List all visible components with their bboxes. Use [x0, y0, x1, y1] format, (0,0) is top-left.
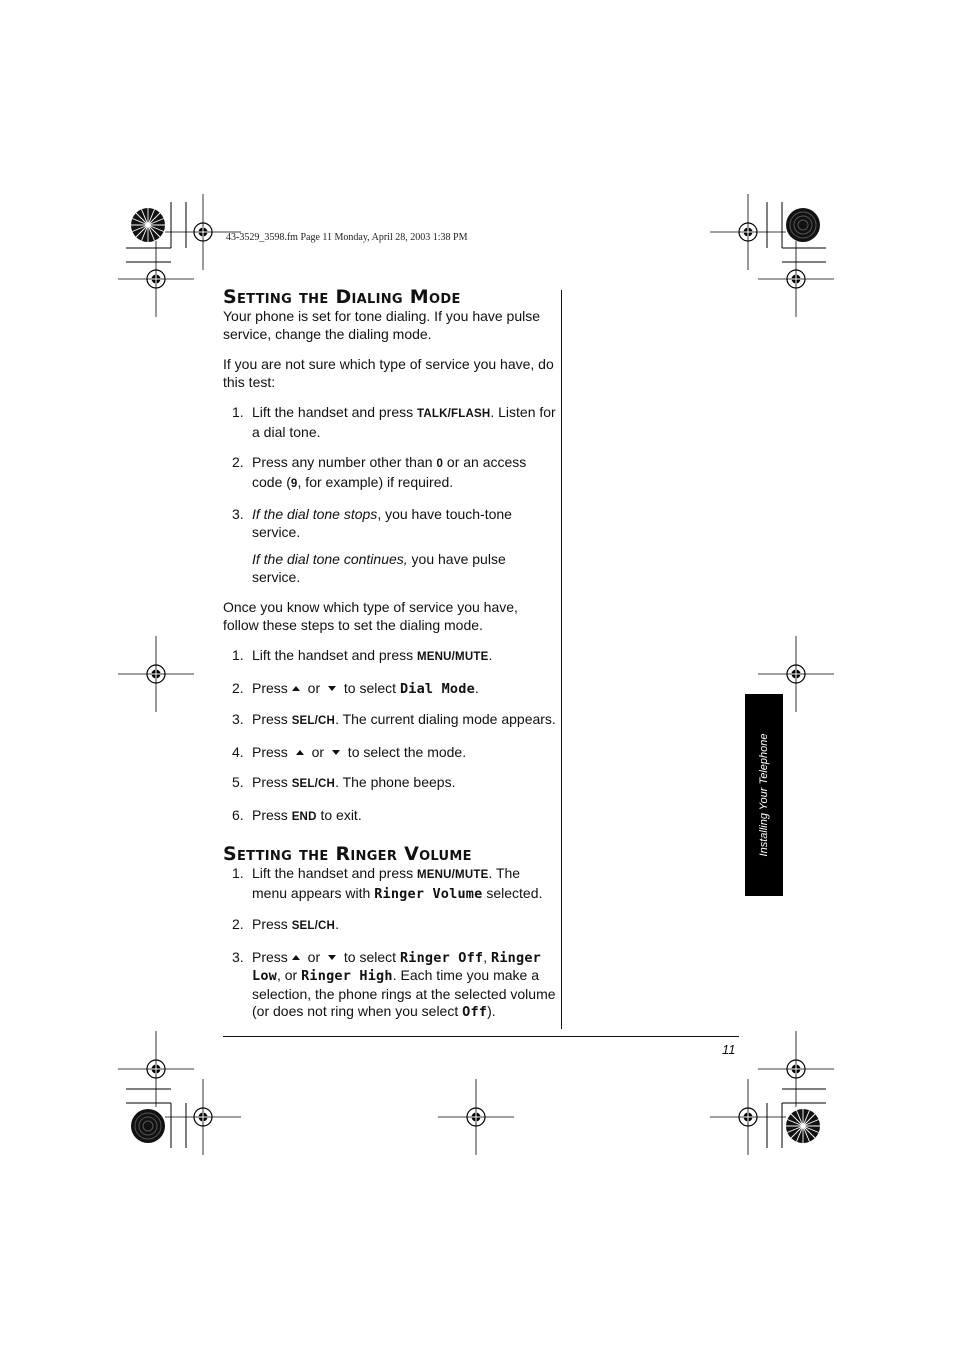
key-label: SEL/CH — [291, 778, 336, 790]
lcd-text: Dial Mode — [399, 680, 475, 697]
paragraph-test: If you are not sure which type of service you have, do this test: — [223, 356, 554, 390]
list-item: 4. Press or to select the mode. — [232, 743, 467, 760]
down-arrow-icon — [328, 686, 336, 691]
list-item: 3. Press or to select Ringer Off, Ringer Low, or Ringer High. Each time you make a selection, the phone rings at the selected volume (or does not ring when you select Off). — [232, 948, 556, 1020]
print-info-line: 43-3529_3598.fm Page 11 Monday, April 28, 2003 1:38 PM — [226, 232, 468, 243]
list-item: 5. Press SEL/CH. The phone beeps. — [232, 774, 456, 790]
lcd-text: Ringer Low — [252, 949, 541, 984]
list-item-subparagraph: If the dial tone continues, you have pulse service. — [252, 551, 506, 585]
page-number: 11 — [722, 1042, 736, 1057]
section-title-dialing-mode: Setting the Dialing Mode — [223, 286, 461, 308]
down-arrow-icon — [332, 750, 340, 755]
main-column — [223, 286, 557, 1035]
ringer-steps-list — [223, 865, 557, 1022]
list-item: 1. Lift the handset and press MENU/MUTE. The menu appears with Ringer Volume selected. — [232, 865, 543, 902]
paragraph-steps-intro: Once you know which type of service you have, follow these steps to set the dialing mode. — [223, 599, 518, 633]
key-label: 9 — [290, 477, 298, 490]
test-steps-list — [223, 404, 557, 586]
key-label: 0 — [436, 458, 444, 470]
key-label: SEL/CH — [291, 715, 336, 727]
key-label: SEL/CH — [291, 920, 336, 932]
key-label: TALK/FLASH — [417, 408, 491, 420]
lcd-text: Ringer High — [301, 968, 393, 984]
key-label: MENU/MUTE — [417, 651, 489, 663]
list-item: 3. If the dial tone stops, you have touch-tone service. If the dial tone continues, you have pulse service. — [223, 506, 557, 586]
section-title-ringer-volume: Setting the Ringer Volume — [223, 843, 472, 865]
list-item: 2. Press SEL/CH. — [232, 916, 339, 932]
lcd-text: Ringer Volume — [374, 885, 483, 902]
list-item: 1. Lift the handset and press MENU/MUTE. — [232, 647, 493, 663]
side-tab-label: Installing Your Telephone — [758, 733, 770, 857]
up-arrow-icon — [296, 750, 304, 755]
list-item: 2. Press or to select Dial Mode. — [232, 679, 479, 697]
list-item: 3. Press SEL/CH. The current dialing mode appears. — [232, 711, 556, 727]
footer-rule — [223, 1036, 739, 1037]
list-item: 1. Lift the handset and press TALK/FLASH. Listen for a dial tone. — [232, 404, 556, 440]
column-divider — [561, 290, 562, 1029]
list-item: 6. Press END to exit. — [232, 806, 362, 823]
up-arrow-icon — [292, 955, 300, 960]
key-label: MENU/MUTE — [417, 869, 489, 881]
down-arrow-icon — [328, 955, 336, 960]
list-item: 2. Press any number other than 0 or an access code (9, for example) if required. — [232, 454, 527, 490]
up-arrow-icon — [292, 686, 300, 691]
key-label: END — [291, 810, 317, 823]
lcd-text: Off — [462, 1004, 488, 1020]
mode-steps-list — [223, 647, 557, 826]
lcd-text: Ringer Off — [399, 949, 484, 966]
paragraph-intro: Your phone is set for tone dialing. If you have pulse service, change the dialing mode. — [223, 308, 541, 342]
